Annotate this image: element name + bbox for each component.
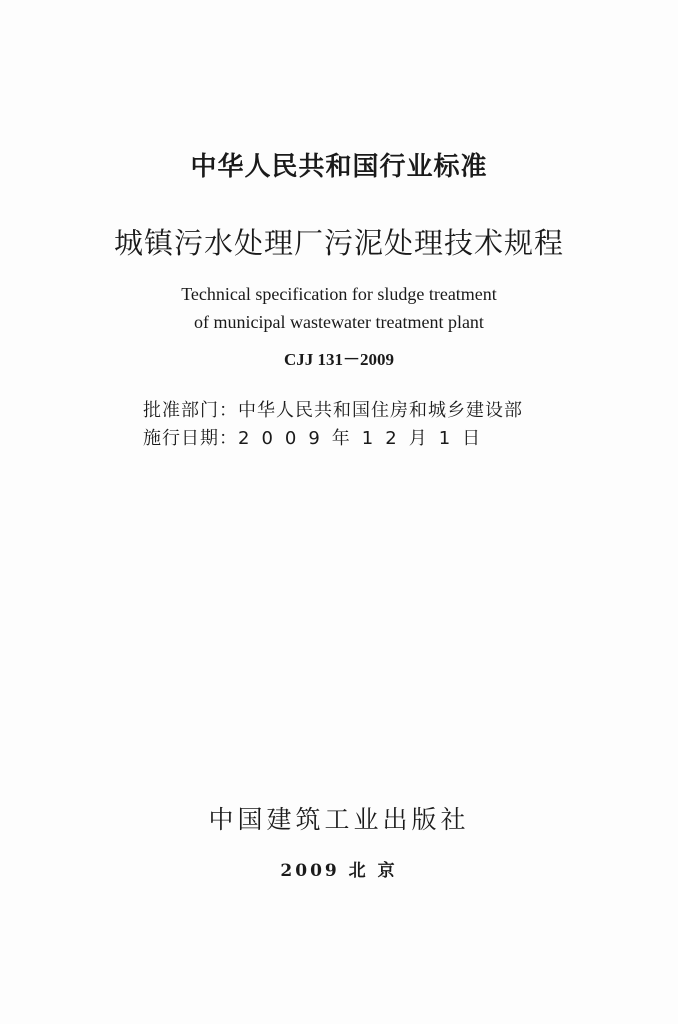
standard-code: CJJ 131－2009 <box>283 350 395 369</box>
title-english-line-2: of municipal wastewater treatment plant <box>194 312 484 332</box>
approval-label: 批准部门： <box>143 400 238 421</box>
approval-value: 中华人民共和国住房和城乡建设部 <box>238 400 523 421</box>
standard-type-heading: 中华人民共和国行业标准 <box>190 152 488 182</box>
effective-label: 施行日期： <box>143 428 238 449</box>
effective-date <box>143 424 492 450</box>
title-chinese: 城镇污水处理厂污泥处理技术规程 <box>113 226 564 260</box>
title-english <box>0 280 678 336</box>
title-english-line-1: Technical specification for sludge treatment <box>181 284 497 304</box>
effective-value: 2009年12月1日 <box>238 428 493 449</box>
publisher-name: 中国建筑工业出版社 <box>208 805 470 834</box>
approval-department <box>143 396 523 422</box>
publication-year-place: 2009 北 京 <box>280 861 398 881</box>
